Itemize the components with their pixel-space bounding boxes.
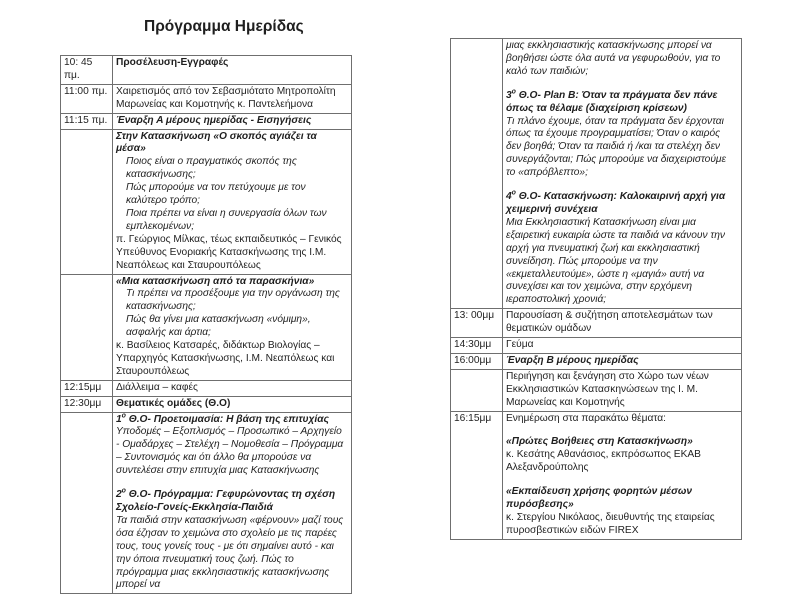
group-description: Τα παιδιά στην κατασκήνωση «φέρνουν» μαζί τους όσα έζησαν το χειμώνα στο σχολείο με τις παρέες τους, τους γονείς τους - με ότι σημαίνει αυτό - και την όποια πνευματική τους ζωή. Πώς το πρόγραμμα μιας εκκλησιαστικής κατασκήνωσης μπορεί να xyxy=(116,514,344,591)
time-cell: 12:15μμ xyxy=(61,380,113,396)
ordinal-suffix: ο xyxy=(121,412,126,420)
time-cell: 16:15μμ xyxy=(451,411,503,539)
group-number: 2 xyxy=(116,489,122,501)
table-row xyxy=(451,338,742,354)
table-row xyxy=(61,113,352,129)
time-cell xyxy=(451,369,503,411)
group-description: Τι πλάνο έχουμε, όταν τα πράγματα δεν έρχονται όπως τα έχουμε προγραμματίσει; Όταν ο καιρός δεν βοηθά; Όταν τα παιδιά ή /και τα στελέχη δεν συνεργάζονται; Πώς μπορούμε να διαχειριστούμε το «απρόβλεπτο»; xyxy=(506,115,726,179)
time-cell xyxy=(451,39,503,309)
ordinal-suffix: ο xyxy=(511,189,516,197)
group-number: 4 xyxy=(506,191,512,203)
table-row xyxy=(451,353,742,369)
item-cell xyxy=(113,129,352,274)
page-title: Πρόγραμμα Ημερίδας xyxy=(144,18,304,35)
group-title xyxy=(116,489,347,515)
briefing-intro: Ενημέρωση στα παρακάτω θέματα: xyxy=(506,412,666,424)
group-title-text: Θ.Ο- Πρόγραμμα: Γεφυρώνοντας τη σχέση Σχολείο-Γονείς-Εκκλησία-Παιδιά xyxy=(116,489,336,513)
time-cell: 12:30μμ xyxy=(61,396,113,412)
ordinal-suffix: ο xyxy=(511,88,516,96)
item-cell: Διάλλειμα – καφές xyxy=(113,380,352,396)
table-row xyxy=(451,369,742,411)
group-title-text: Θ.Ο- Plan B: Όταν τα πράγματα δεν πάνε όπως τα θέλαμε (διαχείριση κρίσεων) xyxy=(506,89,718,114)
table-row xyxy=(61,412,352,594)
table-row xyxy=(61,274,352,380)
ordinal-suffix: ο xyxy=(121,487,126,495)
table-row xyxy=(61,56,352,85)
group-title xyxy=(506,191,737,217)
group-number: 3 xyxy=(506,89,512,101)
speaker-info: κ. Κεσάτης Αθανάσιος, εκπρόσωπος ΕΚΑΒ Αλεξανδρούπολης xyxy=(506,449,701,474)
item-cell: Παρουσίαση & συζήτηση αποτελεσμάτων των θεματικών ομάδων xyxy=(503,309,742,338)
briefing-topic: «Πρώτες Βοήθειες στη Κατασκήνωση» xyxy=(506,436,693,448)
time-cell xyxy=(61,412,113,594)
table-row xyxy=(451,39,742,309)
time-cell: 10: 45 πμ. xyxy=(61,56,113,85)
table-row xyxy=(451,411,742,539)
speaker-info: π. Γεώργιος Μίλκας, τέως εκπαιδευτικός – Γενικός Υπεύθυνος Ενοριακής Κατασκήνωσης της Ι.Μ. Νεαπόλεως και Σταυρουπόλεως xyxy=(116,233,342,271)
item-cell: Περιήγηση και ξενάγηση στο Χώρο των νέων Εκκλησιαστικών Κατασκηνώσεων της Ι. Μ. Μαρωνείας και Κομοτηνής xyxy=(503,369,742,411)
speaker-info: κ. Στεργίου Νικόλαος, διευθυντής της εταιρείας πυροσβεστικών ειδών FIREX xyxy=(506,512,715,536)
table-row xyxy=(61,129,352,274)
talk-question: Πώς θα γίνει μια κατασκήνωση «νόμιμη», ασφαλής και άρτια; xyxy=(126,314,311,339)
talk-question: Τι πρέπει να προσέξουμε για την οργάνωση της κατασκήνωσης; xyxy=(126,288,340,313)
table-row xyxy=(61,84,352,113)
group-description: Υποδομές – Εξοπλισμός – Προσωπικό – Αρχηγείο - Ομαδάρχες – Στελέχη – Νομοθεσία – Πρόγραμμα – Συντονισμός και ότι άλλο θα μπορούσε να συντελέσει στην επιτυχία μιας Κατασκήνωσης xyxy=(116,426,344,477)
schedule-table-right xyxy=(450,38,742,540)
item-cell xyxy=(503,411,742,539)
time-cell: 14:30μμ xyxy=(451,338,503,354)
time-cell: 16:00μμ xyxy=(451,353,503,369)
spacer xyxy=(116,478,347,489)
group-description: Μια Εκκλησιαστική Κατασκήνωση είναι μια εξαιρετική ευκαιρία ώστε τα παιδιά να κάνουν την αρχή για πνευματική ζωή και εκκλησιαστική συνείδηση. Πώς μπορούμε να την «εκμεταλλευτούμε», ώστε η «μαγιά» αυτή να συνεχίσει και τον χειμώνα, στην ερχόμενη ιεραποστολική χρονιά; xyxy=(506,216,725,306)
time-cell: 11:00 πμ. xyxy=(61,84,113,113)
table-row xyxy=(451,309,742,338)
time-cell: 13: 00μμ xyxy=(451,309,503,338)
talk-question: Ποια πρέπει να είναι η συνεργασία όλων των εμπλεκομένων; xyxy=(126,207,327,232)
table-row xyxy=(61,380,352,396)
spacer xyxy=(506,475,737,486)
time-cell xyxy=(61,274,113,380)
group-description: μιας εκκλησιαστικής κατασκήνωσης μπορεί να βοηθήσει ώστε όλα αυτά να γεφυρωθούν, για το καλό των παιδιών; xyxy=(506,40,721,77)
talk-question: Πώς μπορούμε να τον πετύχουμε με τον καλύτερο τρόπο; xyxy=(126,182,306,207)
spacer xyxy=(506,79,737,90)
group-number: 1 xyxy=(116,413,122,425)
item-cell xyxy=(113,412,352,594)
talk-title: «Μια κατασκήνωση από τα παρασκήνια» xyxy=(116,275,315,287)
group-title xyxy=(116,414,347,427)
item-cell: Γεύμα xyxy=(503,338,742,354)
briefing-topic: «Εκπαίδευση χρήσης φορητών μέσων πυρόσβεσης» xyxy=(506,486,693,511)
group-title xyxy=(506,90,737,116)
time-cell xyxy=(61,129,113,274)
item-cell: Έναρξη Β μέρους ημερίδας xyxy=(503,353,742,369)
time-cell: 11:15 πμ. xyxy=(61,113,113,129)
spacer xyxy=(506,425,737,436)
group-title-text: Θ.Ο- Προετοιμασία: Η βάση της επιτυχίας xyxy=(128,413,329,425)
talk-question: Ποιος είναι ο πραγματικός σκοπός της κατασκήνωσης; xyxy=(126,156,297,181)
table-row xyxy=(61,396,352,412)
item-cell: Χαιρετισμός από τον Σεβασμιότατο Μητροπολίτη Μαρωνείας και Κομοτηνής κ. Παντελεήμονα xyxy=(113,84,352,113)
talk-title: Στην Κατασκήνωση «Ο σκοπός αγιάζει τα μέσα» xyxy=(116,130,317,155)
item-cell: Έναρξη Α μέρους ημερίδας - Εισηγήσεις xyxy=(113,113,352,129)
item-cell: Προσέλευση-Εγγραφές xyxy=(113,56,352,85)
speaker-info: κ. Βασίλειος Κατσαρές, διδάκτωρ Βιολογίας – Υπαρχηγός Κατασκήνωσης, Ι.Μ. Νεαπόλεως και Σταυρουπόλεως xyxy=(116,340,335,377)
spacer xyxy=(506,180,737,191)
item-cell: Θεματικές ομάδες (Θ.Ο) xyxy=(113,396,352,412)
group-title-text: Θ.Ο- Κατασκήνωση: Καλοκαιρινή αρχή για χειμερινή συνέχεια xyxy=(506,191,726,215)
schedule-table-left xyxy=(60,55,352,594)
item-cell xyxy=(113,274,352,380)
item-cell xyxy=(503,39,742,309)
